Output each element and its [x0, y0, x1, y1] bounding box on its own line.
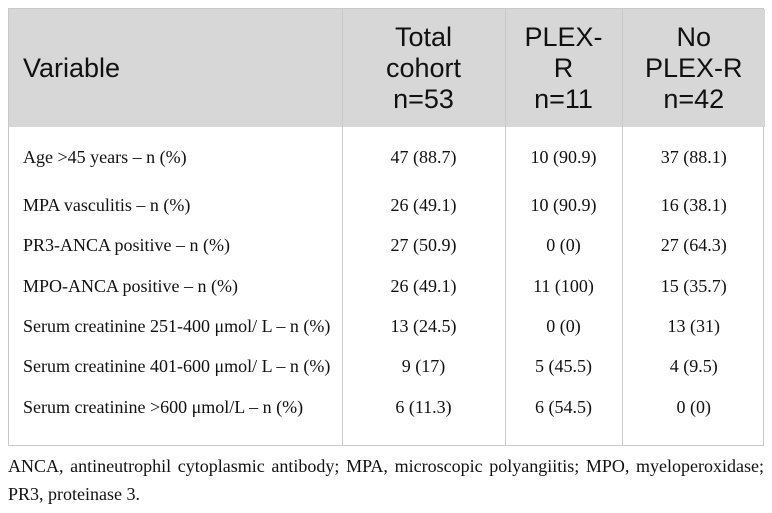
cell-variable: Serum creatinine >600 μmol/L – n (%) [9, 393, 342, 445]
cell-no-plex-r: 15 (35.7) [660, 275, 727, 296]
header-line: n=42 [663, 83, 725, 114]
header-line: Variable [23, 52, 121, 83]
data-table-container [8, 8, 764, 446]
header-line: PLEX- [524, 21, 603, 52]
cell-plex-r: 0 (0) [505, 312, 622, 352]
cell-no-plex-r: 16 (38.1) [660, 194, 727, 215]
cell-total: 26 (49.1) [342, 191, 505, 231]
cell-no-plex-r: 27 (64.3) [660, 235, 727, 256]
cell-total: 13 (24.5) [342, 312, 505, 352]
cell-no-plex-r: 0 (0) [676, 396, 711, 417]
table-row [9, 312, 765, 352]
cell-no-plex-r: 37 (88.1) [660, 147, 727, 167]
cell-plex-r: 5 (45.5) [505, 352, 622, 392]
cell-plex-r: 11 (100) [505, 272, 622, 312]
header-line: PLEX-R [644, 52, 743, 83]
cell-total: 9 (17) [342, 352, 505, 392]
header-variable [9, 9, 342, 127]
header-line: n=53 [393, 83, 454, 114]
header-line: No [676, 21, 711, 52]
cell-plex-r: 6 (54.5) [505, 393, 622, 445]
cell-plex-r: 10 (90.9) [505, 191, 622, 231]
cell-variable: Age >45 years – n (%) [9, 127, 342, 191]
cell-total: 6 (11.3) [342, 393, 505, 445]
table-row [9, 272, 765, 312]
header-plex-r [505, 9, 622, 127]
cell-total: 47 (88.7) [342, 127, 505, 191]
cell-variable: MPO-ANCA positive – n (%) [9, 272, 342, 312]
table-row [9, 231, 765, 271]
table-row [9, 191, 765, 231]
cell-plex-r: 0 (0) [505, 231, 622, 271]
header-line: n=11 [534, 83, 593, 114]
data-table [9, 9, 765, 445]
header-line: R [553, 52, 574, 83]
cell-no-plex-r: 13 (31) [667, 316, 720, 336]
cell-variable: Serum creatinine 401-600 μmol/ L – n (%) [9, 352, 342, 392]
cell-total: 26 (49.1) [342, 272, 505, 312]
header-row [9, 9, 765, 127]
header-line: cohort [385, 52, 462, 83]
table-header [9, 9, 765, 127]
table-row [9, 393, 765, 445]
cell-total: 27 (50.9) [342, 231, 505, 271]
table-row [9, 352, 765, 392]
table-row [9, 127, 765, 191]
header-total-cohort [342, 9, 505, 127]
header-line: Total [394, 21, 453, 52]
cell-variable: PR3-ANCA positive – n (%) [9, 231, 342, 271]
cell-variable: MPA vasculitis – n (%) [9, 191, 342, 231]
cell-plex-r: 10 (90.9) [505, 127, 622, 191]
cell-variable: Serum creatinine 251-400 μmol/ L – n (%) [9, 312, 342, 352]
cell-no-plex-r: 4 (9.5) [669, 356, 718, 377]
table-body [9, 127, 765, 445]
table-footnote: ANCA, antineutrophil cytoplasmic antibody; MPA, microscopic polyangiitis; MPO, myeloperoxidase; PR3, proteinase 3. [8, 456, 764, 504]
header-no-plex-r [622, 9, 765, 127]
